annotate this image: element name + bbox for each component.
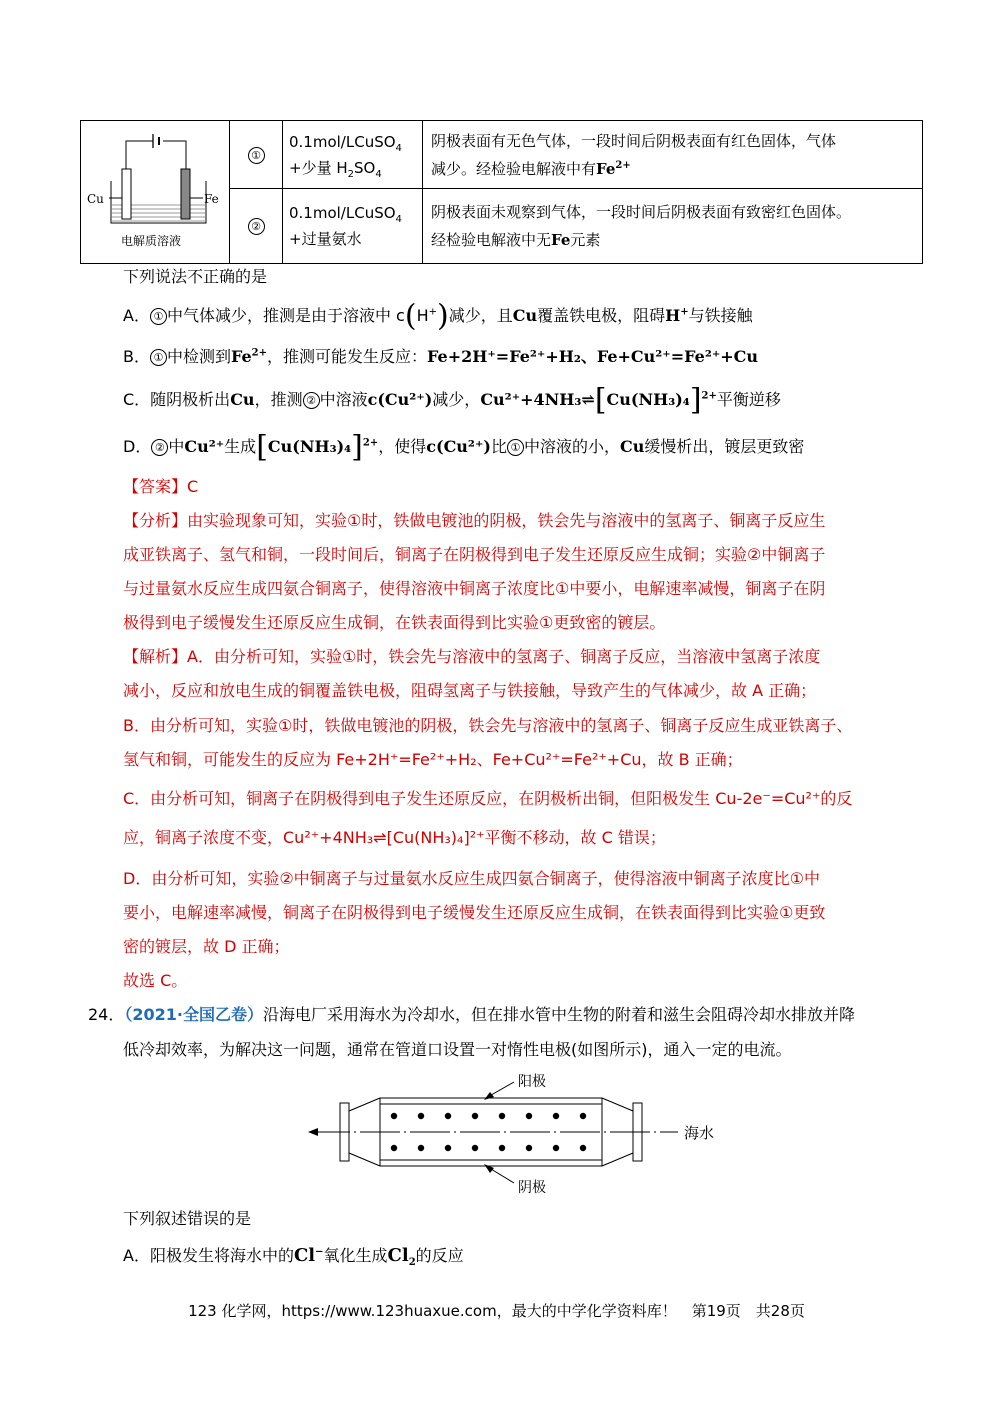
solution-caption: 电解质溶液 bbox=[121, 234, 182, 248]
anode-label: 阳极 bbox=[518, 1074, 546, 1090]
analysis-line-1: 【分析】由实验现象可知，实验①时，铁做电镀池的阴极，铁会先与溶液中的氢离子、铜离子反应生 bbox=[123, 511, 826, 530]
analysis-line-2: 成亚铁离子、氢气和铜，一段时间后，铜离子在阴极得到电子发生还原反应生成铜；实验②中铜离子 bbox=[123, 545, 826, 564]
fe-electrode-label: Fe bbox=[204, 192, 219, 206]
explanation-line-8: 要小，电解速率减慢，铜离子在阴极得到电子缓慢发生还原反应生成铜，在铁表面得到比实验①更致 bbox=[123, 903, 826, 922]
row1-number: ① bbox=[230, 121, 283, 189]
option-c: C．随阴极析出Cu，推测 ② 中溶液c(Cu²⁺)减少，$Cu^{2+}+4NH_3\rightleftharpoons[Cu(NH_3)_4]^{2+}$平衡逆移 bbox=[123, 382, 781, 418]
explanation-line-7: D．由分析可知，实验②中铜离子与过量氨水反应生成四氨合铜离子，使得溶液中铜离子浓度比①中 bbox=[123, 869, 821, 888]
question-source: （2021·全国乙卷） bbox=[124, 1005, 263, 1024]
explanation-line-3: B．由分析可知，实验①时，铁做电镀池的阴极，铁会先与溶液中的氢离子、铜离子反应生成亚铁离子、 bbox=[123, 716, 853, 735]
cathode-label: 阴极 bbox=[518, 1180, 546, 1196]
q24-stem-line-1: 24．（2021·全国乙卷）沿海电厂采用海水为冷却水，但在排水管中生物的附着和滋生会阻碍冷却水排放并降 bbox=[88, 1005, 856, 1024]
row1-phenomenon: 阴极表面有无色气体，一段时间后阴极表面有红色固体，气体 减少。经检验电解液中有$Fe^{2+}$ bbox=[423, 121, 923, 189]
option-d: D． ② 中Cu²⁺生成$[Cu(NH_3)_4]^{2+}$，使得c(Cu²⁺)比 ① 中溶液的小，Cu缓慢析出，镀层更致密 bbox=[123, 429, 805, 465]
row1-solution: 0.1mol/LCuSO$_4$ +少量 $H_2SO_4$ bbox=[283, 121, 423, 189]
option-b: B． ① 中检测到$Fe^{2+}$，推测可能发生反应：Fe+2H⁺=Fe²⁺+H₂、Fe+Cu²⁺=Fe²⁺+Cu bbox=[123, 347, 759, 366]
analysis-line-3: 与过量氨水反应生成四氨合铜离子，使得溶液中铜离子浓度比①中要小，电解速率减慢，铜离子在阴 bbox=[123, 579, 826, 598]
q23-prompt: 下列说法不正确的是 bbox=[123, 267, 268, 286]
answer: 【答案】C bbox=[123, 477, 199, 496]
electrolysis-apparatus-diagram bbox=[81, 121, 229, 259]
pipe-electrode-figure bbox=[300, 1068, 730, 1198]
option-a: A． ① 中气体减少，推测是由于溶液中 c(H+)减少，且Cu覆盖铁电极，阻碍H+与铁接触 bbox=[123, 298, 753, 334]
analysis-line-4: 极得到电子缓慢发生还原反应生成铜，在铁表面得到比实验①更致密的镀层。 bbox=[123, 613, 666, 632]
row2-number: ② bbox=[230, 189, 283, 264]
q24-stem-line-2: 低冷却效率，为解决这一问题，通常在管道口设置一对惰性电极(如图所示)，通入一定的电流。 bbox=[123, 1040, 792, 1059]
explanation-line-4: 氢气和铜，可能发生的反应为 Fe+2H⁺=Fe²⁺+H₂、Fe+Cu²⁺=Fe²⁺+Cu，故 B 正确； bbox=[123, 750, 743, 769]
seawater-label: 海水 bbox=[684, 1124, 715, 1142]
cu-electrode-label: Cu bbox=[87, 192, 104, 206]
page-footer: 123 化学网，https://www.123huaxue.com，最大的中学化学资料库！ 第19页 共28页 bbox=[188, 1302, 805, 1320]
experiment-table bbox=[80, 120, 923, 264]
explanation-line-6: 应，铜离子浓度不变，Cu²⁺+4NH₃⇌[Cu(NH₃)₄]²⁺平衡不移动，故 C 错误； bbox=[123, 828, 666, 847]
row2-solution: 0.1mol/LCuSO$_4$ +过量氨水 bbox=[283, 189, 423, 264]
row2-phenomenon: 阴极表面未观察到气体，一段时间后阴极表面有致密红色固体。 经检验电解液中无Fe元素 bbox=[423, 189, 923, 264]
question-number: 24． bbox=[88, 1005, 125, 1024]
explanation-line-5: C．由分析可知，铜离子在阴极得到电子发生还原反应，在阴极析出铜，但阳极发生 Cu-2e⁻=Cu²⁺的反 bbox=[123, 789, 853, 808]
explanation-line-9: 密的镀层，故 D 正确； bbox=[123, 937, 290, 956]
q24-prompt: 下列叙述错误的是 bbox=[123, 1209, 252, 1228]
q24-option-a: A．阳极发生将海水中的Cl−氧化生成$Cl_2$的反应 bbox=[123, 1245, 464, 1269]
conclusion: 故选 C。 bbox=[123, 971, 188, 990]
explanation-line-1: 【解析】A．由分析可知，实验①时，铁会先与溶液中的氢离子、铜离子反应，当溶液中氢离子浓度 bbox=[123, 647, 821, 666]
apparatus-cell bbox=[81, 121, 230, 264]
explanation-line-2: 减小，反应和放电生成的铜覆盖铁电极，阻碍氢离子与铁接触，导致产生的气体减少，故 A 正确； bbox=[123, 681, 817, 700]
